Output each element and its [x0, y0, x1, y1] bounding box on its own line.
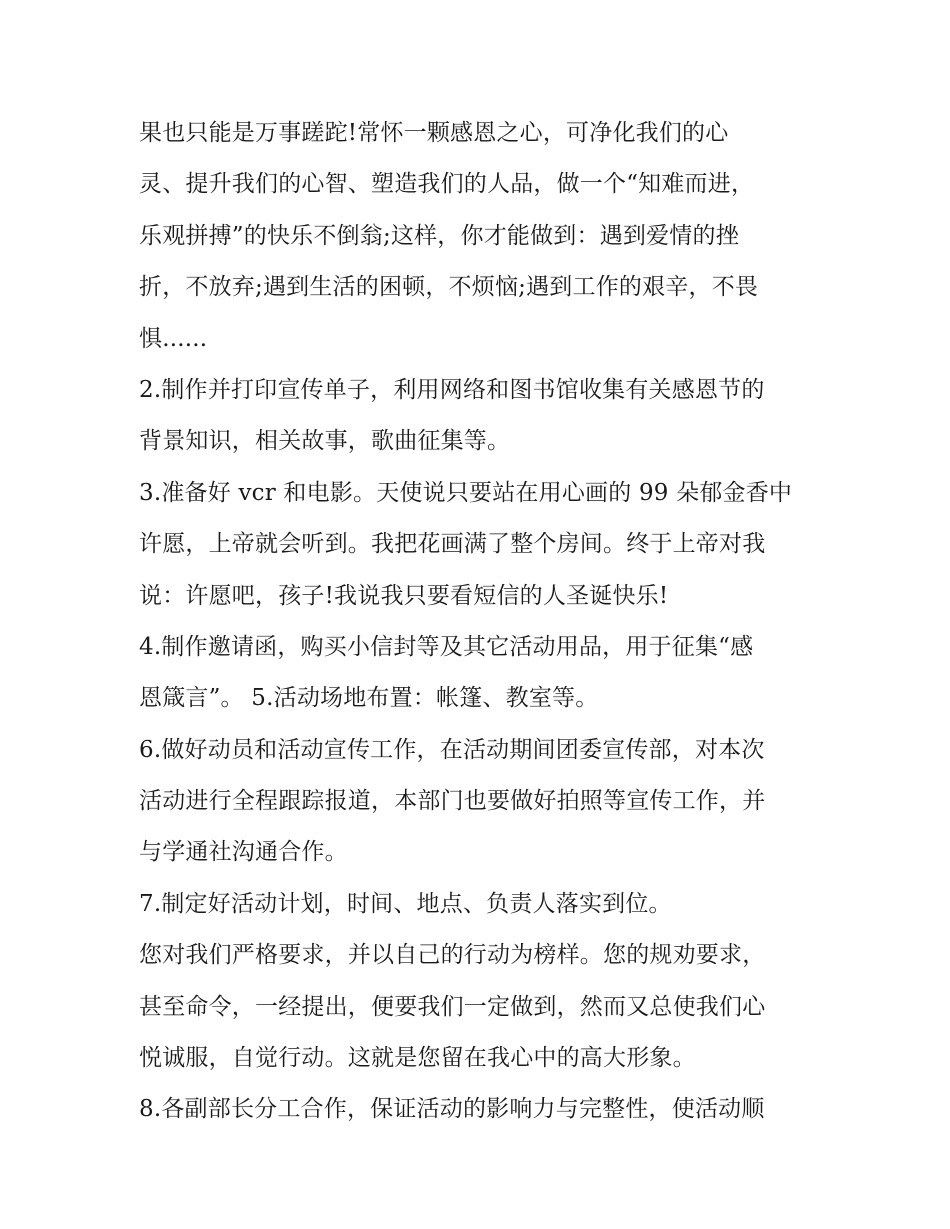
text-line: 8.各副部长分工合作，保证活动的影响力与完整性，使活动顺 — [139, 1096, 765, 1123]
text-line: 2.制作并打印宣传单子，利用网络和图书馆收集有关感恩节的 — [139, 376, 765, 403]
text-line: 惧...... — [139, 325, 208, 352]
document-body — [139, 108, 829, 1136]
text-line: 恩箴言”。 5.活动场地布置：帐篷、教室等。 — [139, 685, 599, 712]
text-line: 悦诚服，自觉行动。这就是您留在我心中的高大形象。 — [139, 1045, 696, 1072]
text-line: 与学通社沟通合作。 — [139, 839, 348, 866]
text-line: 活动进行全程跟踪报道，本部门也要做好拍照等宣传工作，并 — [139, 788, 766, 815]
text-line: 背景知识，相关故事，歌曲征集等。 — [139, 428, 511, 455]
text-line: 许愿，上帝就会听到。我把花画满了整个房间。终于上帝对我 — [139, 531, 766, 558]
text-line: 7.制定好活动计划，时间、地点、负责人落实到位。 — [139, 890, 672, 917]
text-line: 您对我们严格要求，并以自己的行动为榜样。您的规劝要求， — [139, 942, 766, 969]
text-line: 6.做好动员和活动宣传工作，在活动期间团委宣传部，对本次 — [139, 736, 765, 763]
text-line: 4.制作邀请函，购买小信封等及其它活动用品，用于征集“感 — [139, 633, 754, 660]
text-line: 甚至命令，一经提出，便要我们一定做到，然而又总使我们心 — [139, 993, 766, 1020]
text-line: 折，不放弃;遇到生活的困顿，不烦恼;遇到工作的艰辛，不畏 — [139, 274, 759, 301]
text-line: 果也只能是万事蹉跎!常怀一颗感恩之心，可净化我们的心 — [139, 120, 729, 146]
text-line: 灵、提升我们的心智、塑造我们的人品，做一个“知难而进， — [139, 171, 755, 198]
text-line: 乐观拼搏”的快乐不倒翁;这样，你才能做到：遇到爱情的挫 — [139, 222, 739, 249]
text-line: 3.准备好 vcr 和电影。天使说只要站在用心画的 99 朵郁金香中 — [139, 479, 793, 506]
text-line: 说：许愿吧，孩子!我说我只要看短信的人圣诞快乐! — [139, 582, 669, 609]
